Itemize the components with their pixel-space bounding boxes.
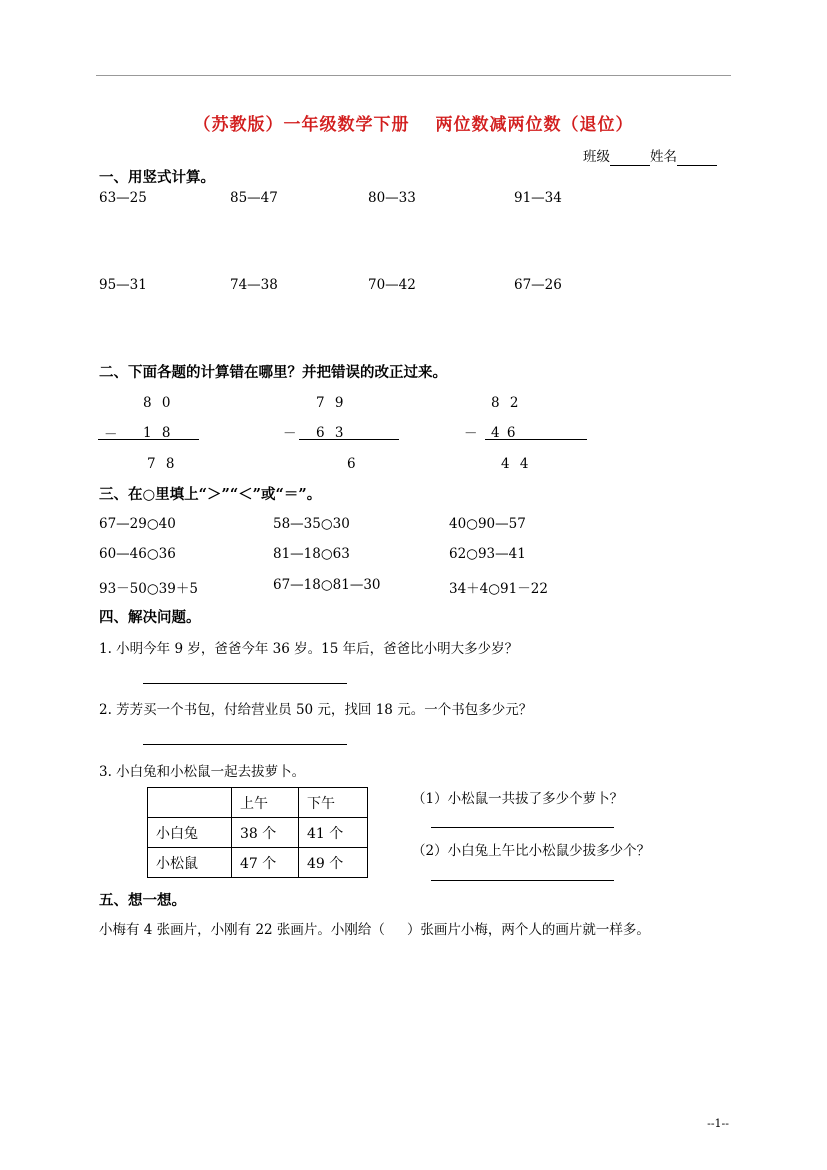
sub-question-1: （1）小松鼠一共拔了多少个萝卜？ [412, 791, 624, 807]
class-label: 班级 [583, 149, 610, 165]
compare-item[interactable]: 34＋4○91－22 [449, 581, 548, 597]
subtrahend: 4 6 [491, 425, 516, 441]
answer-line [98, 439, 199, 440]
answer-line[interactable] [431, 827, 614, 828]
table-cell: 小白兔 [148, 818, 232, 848]
calc-problem: 91—34 [514, 190, 562, 206]
compare-item[interactable]: 81—18○63 [273, 546, 350, 562]
minuend: 8 2 [491, 395, 519, 411]
calc-problem: 74—38 [230, 277, 278, 293]
page-title [96, 110, 731, 135]
minus-sign: － [283, 426, 297, 442]
minus-sign: － [104, 427, 118, 443]
table-cell [148, 788, 232, 818]
minuend: 8 0 [143, 395, 171, 411]
calc-problem: 80—33 [368, 190, 416, 206]
compare-item[interactable]: 60—46○36 [99, 546, 176, 562]
table-cell: 49 个 [299, 848, 368, 878]
difference: 6 [347, 456, 356, 472]
name-label: 姓名 [650, 149, 677, 165]
compare-item[interactable]: 67—29○40 [99, 516, 176, 532]
answer-line[interactable] [143, 683, 347, 684]
answer-line[interactable] [431, 880, 614, 881]
section5-heading: 五、想一想。 [99, 892, 186, 909]
difference: 4 4 [501, 456, 529, 472]
compare-item[interactable]: 62○93—41 [449, 546, 526, 562]
table-row [148, 788, 368, 818]
question-1: 1. 小明今年 9 岁，爸爸今年 36 岁。15 年后，爸爸比小明大多少岁？ [99, 641, 519, 657]
data-table [147, 787, 368, 878]
think-question [99, 918, 650, 938]
think-text-a: 小梅有 4 张画片，小刚有 22 张画片。小刚给（ [99, 922, 385, 938]
compare-item[interactable]: 40○90—57 [449, 516, 526, 532]
section4-heading: 四、解决问题。 [99, 609, 201, 626]
table-cell: 38 个 [232, 818, 299, 848]
difference: 7 8 [147, 456, 175, 472]
table-header: 上午 [232, 788, 299, 818]
minuend: 7 9 [316, 395, 344, 411]
calc-problem: 67—26 [514, 277, 562, 293]
question-2: 2. 芳芳买一个书包，付给营业员 50 元，找回 18 元。一个书包多少元？ [99, 702, 533, 718]
title-left: （苏教版）一年级数学下册 [193, 115, 410, 135]
table-cell: 47 个 [232, 848, 299, 878]
section3-heading: 三、在○里填上“＞”“＜”或“＝”。 [99, 486, 322, 503]
header-rule [96, 75, 731, 76]
calc-problem: 95—31 [99, 277, 147, 293]
sub-question-2: （2）小白兔上午比小松鼠少拔多少个？ [412, 843, 651, 859]
compare-item[interactable]: 93－50○39＋5 [99, 581, 198, 597]
subtrahend: 1 8 [143, 425, 171, 441]
table-header: 下午 [299, 788, 368, 818]
page-number: --1-- [707, 1117, 729, 1130]
question-3: 3. 小白兔和小松鼠一起去拔萝卜。 [99, 764, 306, 780]
subtrahend: 6 3 [316, 425, 344, 441]
minus-sign: － [464, 426, 478, 442]
answer-line [485, 439, 587, 440]
section2-heading: 二、下面各题的计算错在哪里？并把错误的改正过来。 [99, 364, 447, 381]
calc-problem: 85—47 [230, 190, 278, 206]
student-info [583, 145, 717, 166]
section1-heading: 一、用竖式计算。 [99, 169, 215, 186]
calc-problem: 70—42 [368, 277, 416, 293]
compare-item[interactable]: 67—18○81—30 [273, 577, 381, 593]
title-right: 两位数减两位数（退位） [435, 115, 634, 135]
calc-problem: 63—25 [99, 190, 147, 206]
answer-line [299, 439, 399, 440]
table-row [148, 848, 368, 878]
name-blank[interactable] [677, 149, 717, 166]
table-cell: 小松鼠 [148, 848, 232, 878]
compare-item[interactable]: 58—35○30 [273, 516, 350, 532]
think-text-b: ）张画片小梅，两个人的画片就一样多。 [406, 922, 650, 938]
table-cell: 41 个 [299, 818, 368, 848]
answer-line[interactable] [143, 744, 347, 745]
class-blank[interactable] [610, 149, 650, 166]
table-row [148, 818, 368, 848]
